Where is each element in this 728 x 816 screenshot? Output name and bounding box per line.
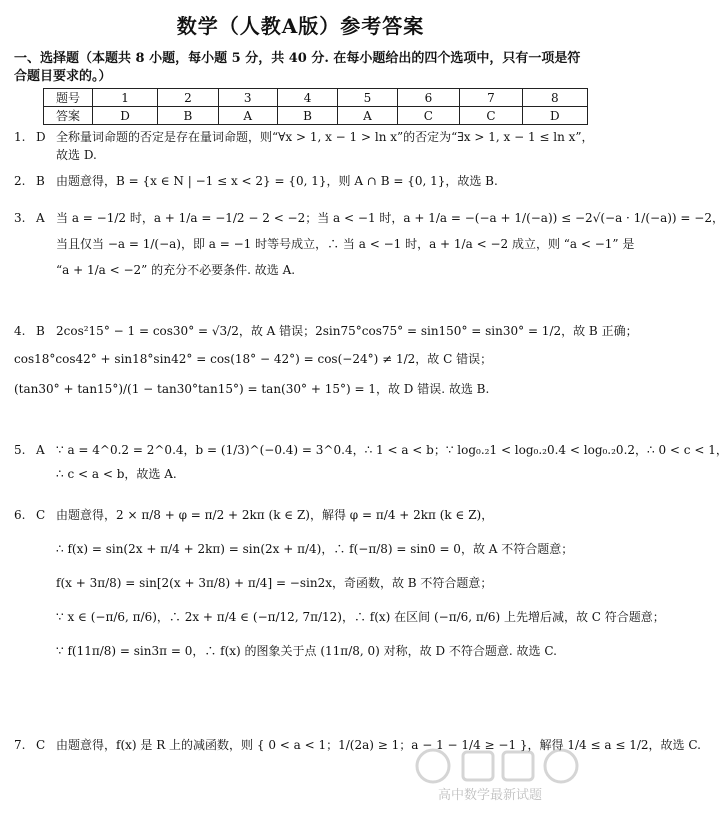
solution-number: 1. [14, 130, 26, 144]
table-row-label: 答案 [44, 107, 93, 125]
solution-answer: C [36, 738, 46, 752]
table-cell: 2 [158, 89, 218, 107]
table-cell: 7 [460, 89, 523, 107]
solution-answer: B [36, 174, 45, 188]
solution-line: cos18°cos42° + sin18°sin42° = cos(18° − 42°) = cos(−24°) ≠ 1/2，故 C 错误； [14, 352, 493, 366]
page-title: 数学（人教A版）参考答案 [176, 14, 425, 38]
solution-answer: A [36, 211, 45, 225]
answer-table [43, 88, 588, 125]
watermark [413, 746, 583, 806]
answer-table-answer-row [44, 107, 588, 125]
solution-1 [14, 128, 594, 164]
solution-line: 当且仅当 −a = 1/(−a)，即 a = −1 时等号成立，∴ 当 a < −1 时，a + 1/a < −2 成立，则 “a < −1” 是 [56, 237, 635, 251]
solution-line: 由题意得，2 × π/8 + φ = π/2 + 2kπ (k ∈ Z)，解得 φ = π/4 + 2kπ (k ∈ Z)， [56, 508, 494, 522]
solution-line: (tan30° + tan15°)/(1 − tan30°tan15°) = tan(30° + 15°) = 1，故 D 错误. 故选 B. [14, 382, 490, 396]
solution-line: “a + 1/a < −2” 的充分不必要条件. 故选 A. [56, 263, 296, 277]
table-cell: D [93, 107, 158, 125]
table-cell: C [460, 107, 523, 125]
solution-line: 全称量词命题的否定是存在量词命题，则“∀x > 1, x − 1 > ln x”的否定为“∃x > 1, x − 1 ≤ ln x”， [56, 130, 594, 144]
solution-answer: A [36, 443, 45, 457]
solution-number: 7. [14, 738, 26, 752]
table-cell: D [522, 107, 587, 125]
solution-line: 2cos²15° − 1 = cos30° = √3/2，故 A 错误；2sin75°cos75° = sin150° = sin30° = 1/2，故 B 正确； [56, 324, 638, 338]
solution-answer: B [36, 324, 45, 338]
solution-number: 3. [14, 211, 26, 225]
table-cell: 6 [397, 89, 460, 107]
solution-number: 4. [14, 324, 26, 338]
solution-6 [14, 498, 665, 668]
section-heading: 一、选择题（本题共 8 小题，每小题 5 分，共 40 分. 在每小题给出的四个选项中，只有一项是符合题目要求的。） [14, 51, 581, 84]
solution-answer: C [36, 508, 46, 522]
watermark-text: 高中数学最新试题 [438, 788, 543, 803]
table-cell: C [397, 107, 460, 125]
table-cell: B [277, 107, 337, 125]
solution-4 [14, 318, 638, 404]
watermark-logo-icon [413, 746, 583, 786]
solution-3 [14, 205, 724, 283]
solution-number: 6. [14, 508, 26, 522]
solution-number: 2. [14, 174, 26, 188]
solution-line: f(x + 3π/8) = sin[2(x + 3π/8) + π/4] = −sin2x，奇函数，故 B 不符合题意； [56, 576, 493, 590]
solution-line: 由题意得，B = {x ∈ N | −1 ≤ x < 2} = {0, 1}，则 A ∩ B = {0, 1}，故选 B. [56, 174, 498, 188]
table-cell: 1 [93, 89, 158, 107]
solution-2 [14, 172, 594, 190]
solution-line: 故选 D. [56, 148, 97, 162]
solution-answer: D [36, 130, 46, 144]
table-cell: 4 [277, 89, 337, 107]
table-cell: B [158, 107, 218, 125]
table-cell: 3 [218, 89, 277, 107]
solution-line: ∴ c < a < b，故选 A. [56, 467, 177, 481]
solution-line: 当 a = −1/2 时，a + 1/a = −1/2 − 2 < −2；当 a < −1 时，a + 1/a = −(−a + 1/(−a)) ≤ −2√(−a · 1/(−a)) = −2， [56, 211, 724, 225]
solution-line: 由题意得，f(x) 是 R 上的减函数，则 { 0 < a < 1；1/(2a) ≥ 1；a − 1 − 1/4 ≥ −1 }，解得 1/4 ≤ a ≤ 1/2，故选 C. [56, 738, 701, 752]
solution-line: ∵ x ∈ (−π/6, π/6)，∴ 2x + π/4 ∈ (−π/12, 7π/12)，∴ f(x) 在区间 (−π/6, π/6) 上先增后减，故 C 符合题意； [56, 610, 665, 624]
table-cell: 5 [338, 89, 397, 107]
solution-line: ∵ f(11π/8) = sin3π = 0，∴ f(x) 的图象关于点 (11π/8, 0) 对称，故 D 不符合题意. 故选 C. [56, 644, 557, 658]
solution-number: 5. [14, 443, 26, 457]
solution-line: ∵ a = 4^0.2 = 2^0.4，b = (1/3)^(−0.4) = 3^0.4，∴ 1 < a < b；∵ log₀.₂1 < log₀.₂0.4 < log₀.₂0.2，∴ 0 < c < 1， [56, 443, 728, 457]
solution-5 [14, 438, 728, 486]
table-cell: A [338, 107, 397, 125]
answer-table-number-row [44, 89, 588, 107]
table-row-label: 题号 [44, 89, 93, 107]
table-cell: A [218, 107, 277, 125]
table-cell: 8 [522, 89, 587, 107]
solution-line: ∴ f(x) = sin(2x + π/4 + 2kπ) = sin(2x + π/4)，∴ f(−π/8) = sin0 = 0，故 A 不符合题意； [56, 542, 574, 556]
